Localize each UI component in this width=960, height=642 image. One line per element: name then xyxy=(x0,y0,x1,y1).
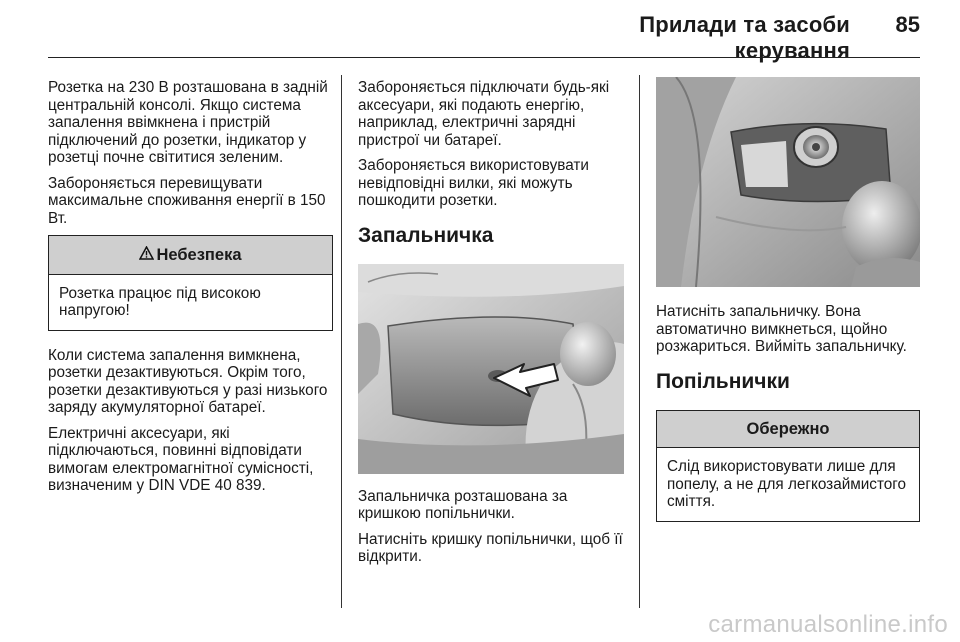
column-1 xyxy=(48,79,333,503)
warning-triangle-icon xyxy=(139,246,154,265)
warning-box xyxy=(48,235,333,331)
caution-box xyxy=(656,410,920,522)
page-number: 85 xyxy=(895,12,920,37)
column-2 xyxy=(358,79,628,574)
paragraph: Забороняється перевищувати максимальне споживання енергії в 150 Вт. xyxy=(48,174,326,227)
caution-box-header: Обережно xyxy=(657,411,919,449)
paragraph: Розетка на 230 В розташована в задній центральній консолі. Якщо система запалення ввімкнена і пристрій підключений до розетки, індикатор у розетці почне світитися зеленим. xyxy=(48,79,328,166)
paragraph: Запальничка розташована за кришкою попільнички. xyxy=(358,487,568,522)
warning-text: Розетка працює під високою напругою! xyxy=(59,284,261,319)
paragraph: Натисніть запальничку. Вона автоматично вимкнеться, щойно розжариться. Вийміть запальничку. xyxy=(656,303,907,355)
ashtray-cover-figure xyxy=(358,264,624,474)
paragraph: Коли система запалення вимкнена, розетки дезактивуються. Окрім того, розетки дезактивуються у разі низького заряду акумуляторної батареї. xyxy=(48,346,328,416)
column-3 xyxy=(656,79,920,538)
section-heading: Запальничка xyxy=(358,223,494,247)
column-divider xyxy=(341,75,342,608)
watermark: carmanualsonline.info xyxy=(708,611,948,638)
caution-text: Слід використовувати лише для попелу, а не для легкозаймистого сміття. xyxy=(667,458,907,510)
paragraph: Забороняється підключати будь-які аксесуари, які подають енергію, наприклад, електричні зарядні пристрої чи батареї. xyxy=(358,79,610,149)
paragraph: Електричні аксесуари, які підключаються, повинні відповідати вимогам електромагнітної сумісності, визначеним у DIN VDE 40 839. xyxy=(48,424,314,494)
section-heading: Попільнички xyxy=(656,369,790,393)
lighter-figure xyxy=(656,77,920,287)
header-rule xyxy=(48,57,920,58)
column-divider xyxy=(639,75,640,608)
warning-title: Небезпека xyxy=(156,246,242,264)
paragraph: Забороняється використовувати невідповідні вилки, які можуть пошкодити розетки. xyxy=(358,157,589,209)
paragraph: Натисніть кришку попільнички, щоб її відкрити. xyxy=(358,530,623,565)
warning-box-header xyxy=(49,236,332,275)
page-title: Прилади та засоби керування xyxy=(639,12,850,63)
